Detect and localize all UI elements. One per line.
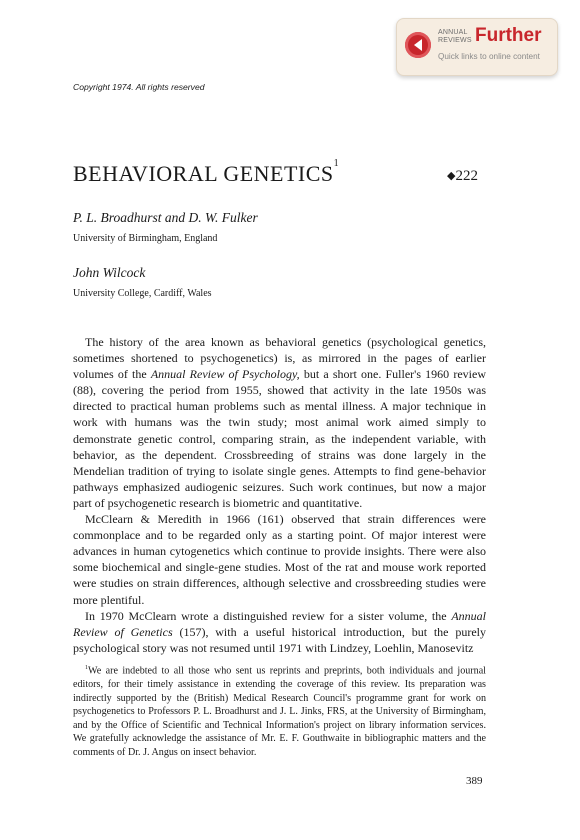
copyright-notice: Copyright 1974. All rights reserved xyxy=(73,82,205,92)
author-affiliation-2: University College, Cardiff, Wales xyxy=(73,288,212,299)
annual-reviews-further-badge[interactable] xyxy=(396,18,558,76)
body-text-run: In 1970 McClearn wrote a distinguished review for a sister volume, the xyxy=(85,608,452,623)
badge-reviews-label: REVIEWS xyxy=(438,37,472,44)
body-text-run: but a short one. Fuller's 1960 review (88), covering the period from 1955, showed that activity in the late 1950s was directed to practical human problems such as mental illness. A major technique in work with humans was the twin study; most animal work aimed simply to demonstrate genetic control, comparing strain, as the independent variable, with behavior, as the dependent. Crossbreeding of strains was done largely in the Mendelian tradition of trying to isolate single genes. Attempts to find gene-behavior pathways emphasized audiogenic seizures. Such work continues, but now a major part of psychogenetic research is biometric and quantitative. xyxy=(73,367,486,510)
journal-title-italic: Annual Review of Genetics xyxy=(73,608,486,639)
body-paragraph-1 xyxy=(73,334,486,511)
journal-title-italic: Annual Review of Psychology, xyxy=(150,367,300,382)
article-number xyxy=(447,168,478,185)
article-title-text: BEHAVIORAL GENETICS xyxy=(73,161,334,186)
body-text-run: (157), with a useful historical introduction, but the purely psychological story was not resumed until 1971 with Lindzey, Loehlin, Manosevitz xyxy=(73,624,486,655)
article-title xyxy=(73,158,340,187)
badge-subtitle: Quick links to online content xyxy=(438,52,540,61)
badge-annual-label: ANNUAL xyxy=(438,29,468,36)
page-number: 389 xyxy=(466,775,483,787)
body-paragraph-3 xyxy=(73,608,486,656)
footnote-mark: 1 xyxy=(85,665,88,671)
footnote-text: We are indebted to all those who sent us reprints and preprints, both individuals and journal editors, for their timely assistance in extending the coverage of this review. Its preparation was indirectly supported by the (British) Medical Research Council's programme grant for work on psychogenetics to Professors P. L. Broadhurst and J. L. Jinks, FRS, at the University of Birmingham, and by the Office of Scientific and Technical Information's project on library information services. We gratefully acknowledge the assistance of Mr. E. F. Gouthwaite in bibliographic matters and the comments of Dr. J. Angus on insect behavior. xyxy=(73,665,486,758)
badge-further-label: Further xyxy=(475,25,542,46)
title-footnote-mark: 1 xyxy=(333,158,340,169)
play-back-icon xyxy=(405,32,431,58)
author-affiliation-1: University of Birmingham, England xyxy=(73,233,218,244)
author-names-1: P. L. Broadhurst and D. W. Fulker xyxy=(73,210,258,225)
footnote xyxy=(73,662,486,760)
article-body xyxy=(73,334,486,656)
diamond-icon: ◆ xyxy=(447,170,456,182)
body-text-run: The history of the area known as behavioral genetics (psychological genetics, sometimes shortened to psychogenetics) is, as mirrored in the pages of earlier volumes of the xyxy=(73,335,486,382)
body-paragraph-2: McClearn & Meredith in 1966 (161) observed that strain differences were commonplace and to be regarded only as a starting point. Of major interest were advances in human cytogenetics which continue to provide insights. There were also some biochemical and single-gene studies. Most of the rat and mouse work reported were studies on strain differences, although selective and crossbreeding studies were more plentiful. xyxy=(73,512,486,607)
footnote-paragraph xyxy=(73,662,486,760)
author-names-2: John Wilcock xyxy=(73,265,146,280)
article-number-value: 222 xyxy=(455,168,478,184)
